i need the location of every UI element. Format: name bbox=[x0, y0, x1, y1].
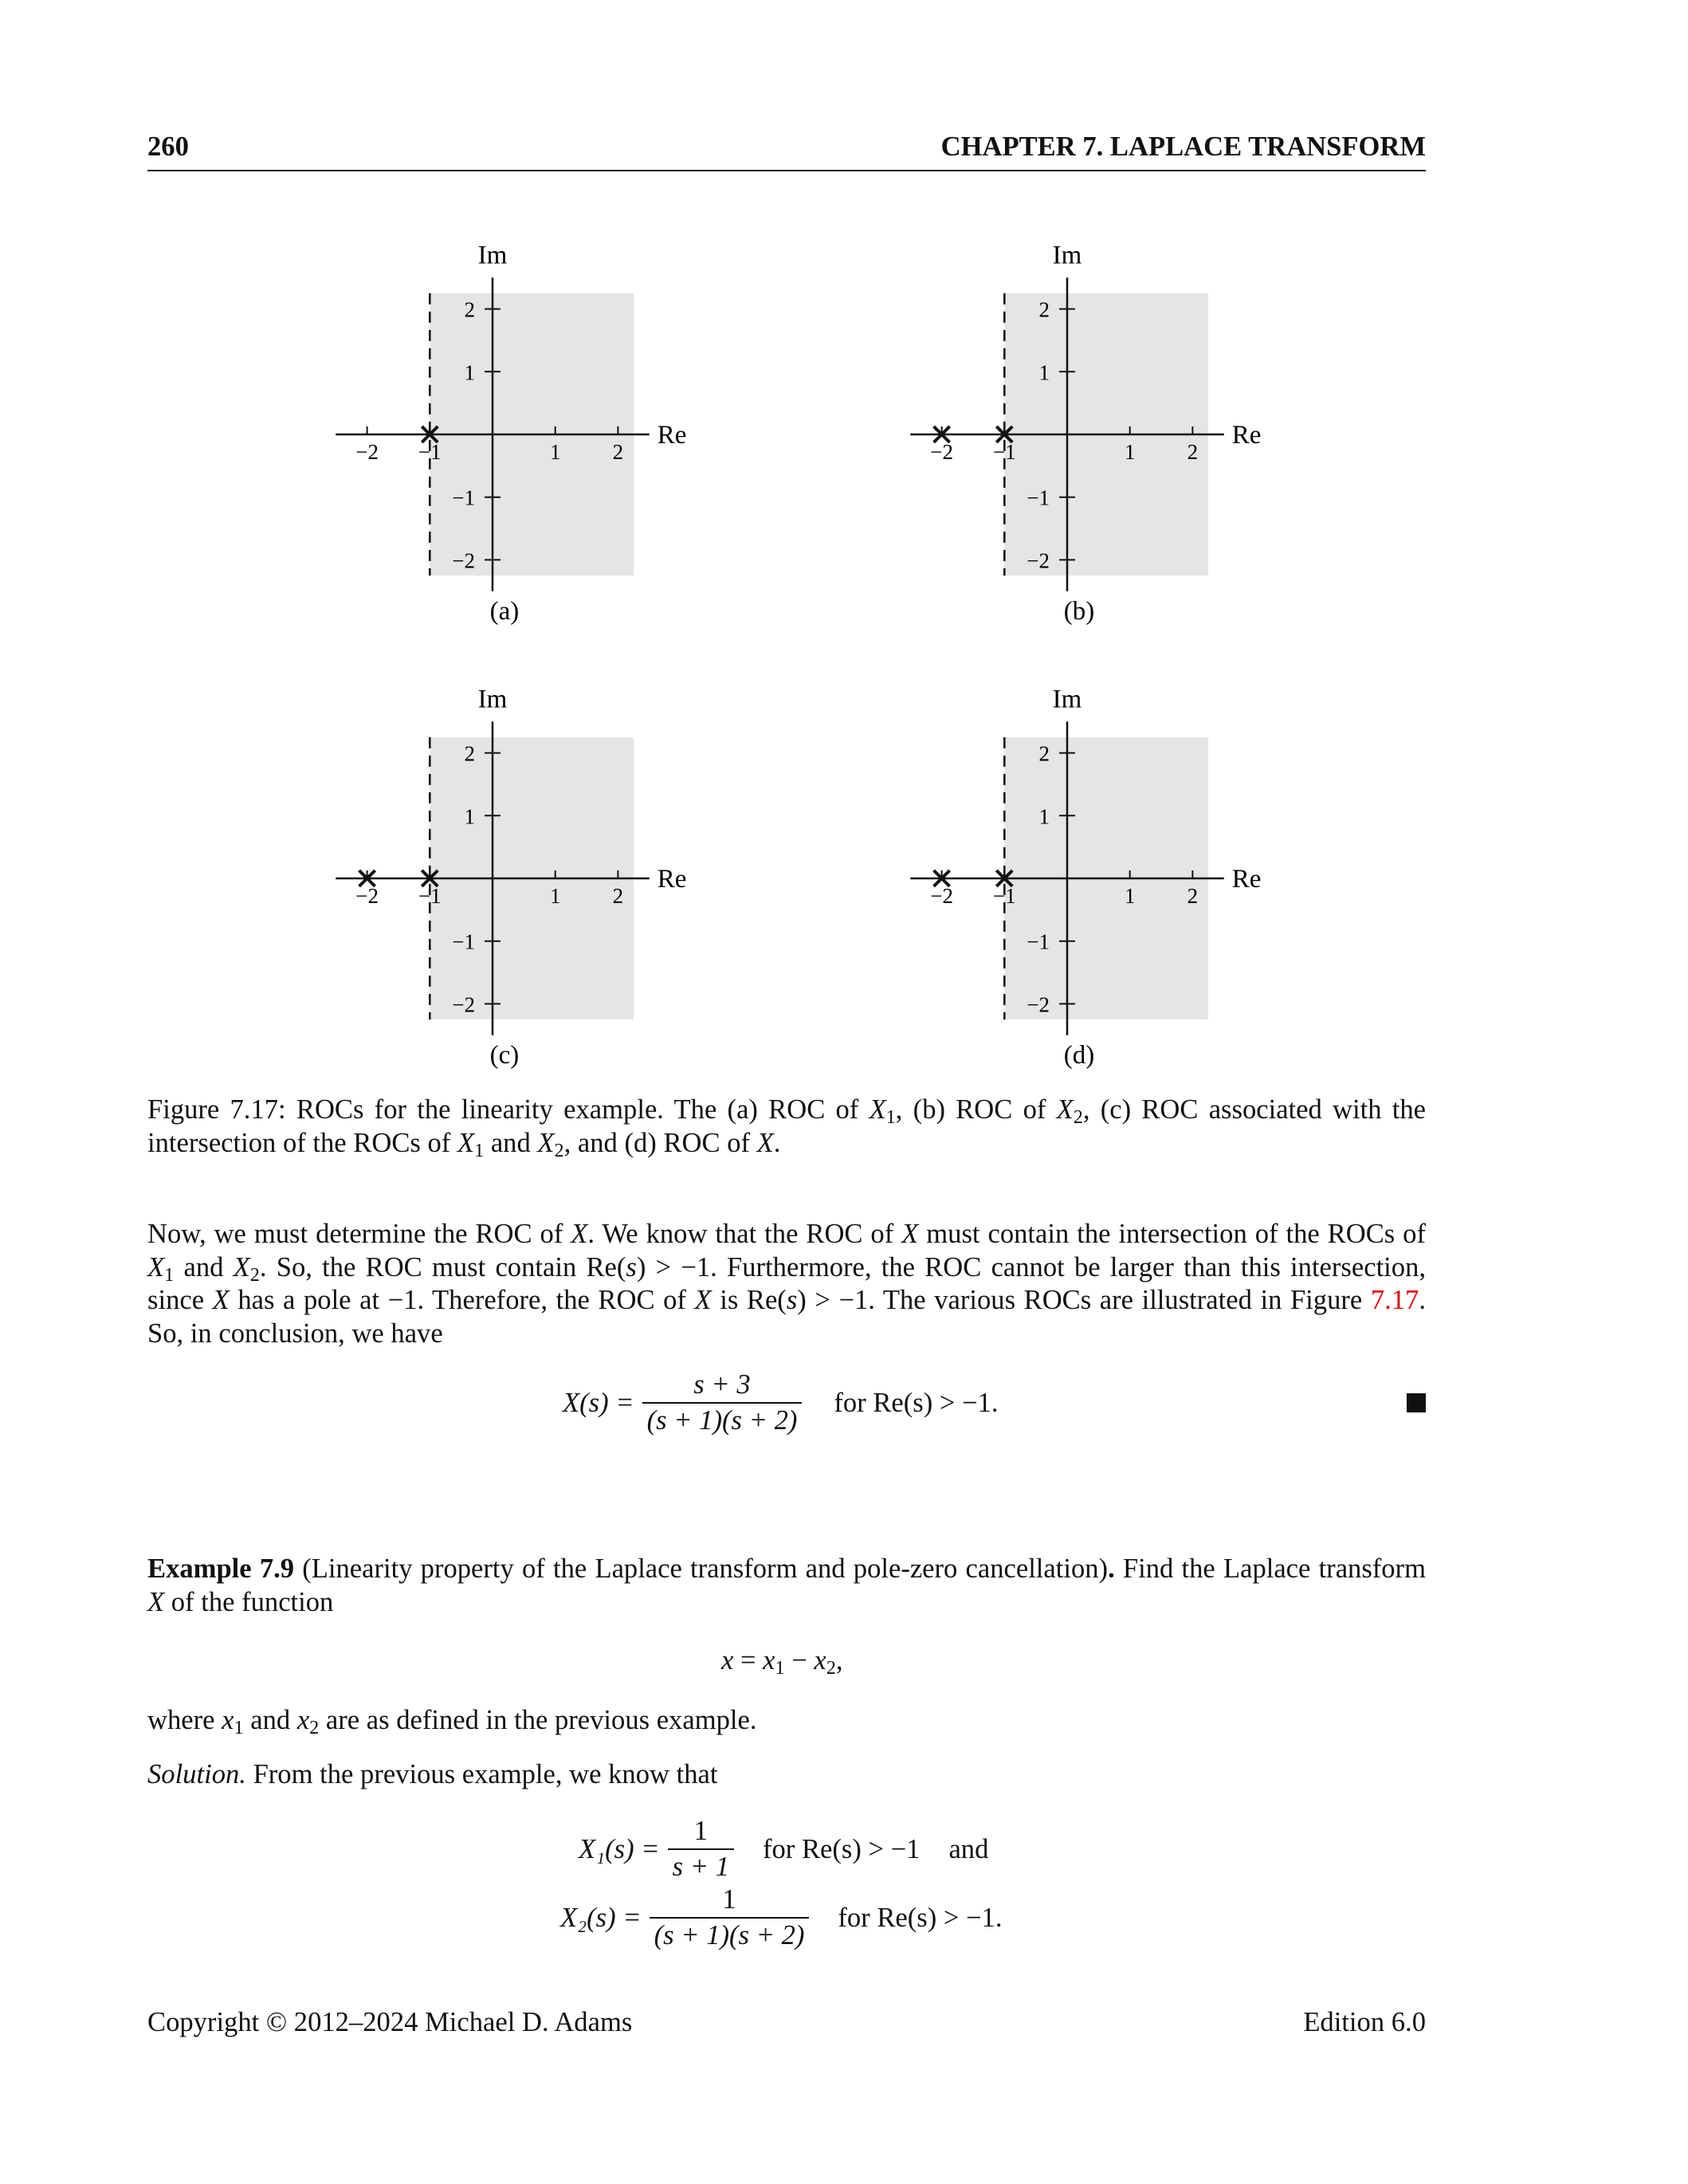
chapter-title: CHAPTER 7. LAPLACE TRANSFORM bbox=[940, 132, 1426, 162]
y-tick-label: −2 bbox=[452, 548, 475, 573]
y-tick-label: −1 bbox=[1027, 485, 1050, 510]
y-tick-label: 1 bbox=[464, 360, 475, 385]
y-tick-label: 2 bbox=[464, 741, 475, 766]
x-tick-label: 1 bbox=[549, 440, 561, 464]
text-segment: is Re( bbox=[711, 1285, 787, 1315]
text-segment: s bbox=[786, 1285, 798, 1315]
text-segment: X bbox=[457, 1127, 475, 1158]
x-tick-label: −2 bbox=[930, 440, 953, 464]
im-axis-label: Im bbox=[477, 241, 508, 270]
eq-numerator: 1 bbox=[693, 1816, 708, 1846]
text-segment: and bbox=[174, 1251, 234, 1283]
text-segment: must contain the intersection of the ROCs of bbox=[918, 1219, 1426, 1249]
text-segment: ) > −1. Furthermore, the ROC cannot be larger than this intersection, since bbox=[147, 1251, 1426, 1315]
x-tick-label: 2 bbox=[612, 884, 624, 908]
text-segment: x bbox=[296, 1705, 310, 1735]
y-tick-label: 1 bbox=[1038, 804, 1050, 829]
equation-X2 bbox=[560, 1884, 1003, 1951]
text-segment: 1 bbox=[474, 1139, 485, 1161]
figure-caption bbox=[147, 1094, 1426, 1160]
x-tick-label: −1 bbox=[418, 440, 442, 464]
x-tick-label: −1 bbox=[992, 884, 1016, 908]
equation-X1 bbox=[579, 1816, 988, 1883]
x-tick-label: 2 bbox=[1187, 440, 1199, 464]
footer-edition: Edition 6.0 bbox=[1303, 2007, 1426, 2037]
y-tick-label: −2 bbox=[1027, 992, 1050, 1017]
x-tick-label: 1 bbox=[549, 884, 561, 908]
x-tick-label: 1 bbox=[1124, 440, 1136, 464]
pole-plot-a bbox=[336, 241, 686, 626]
pole-plot-b bbox=[910, 241, 1261, 626]
text-segment: From the previous example, we know that bbox=[245, 1759, 718, 1789]
eq-condition: for Re(s) > −1. bbox=[838, 1902, 1003, 1933]
im-axis-label: Im bbox=[477, 685, 508, 714]
text-segment: , and (d) ROC of bbox=[563, 1127, 757, 1158]
y-tick-label: 2 bbox=[1038, 297, 1050, 322]
text-segment: 2 bbox=[1073, 1106, 1083, 1129]
eq-fraction bbox=[668, 1816, 734, 1883]
eq-condition: for Re(s) > −1. bbox=[834, 1387, 999, 1418]
text-segment: . bbox=[773, 1127, 781, 1158]
text-segment: x bbox=[763, 1645, 775, 1675]
text-segment: X bbox=[212, 1285, 230, 1315]
eq-condition: for Re(s) > −1 bbox=[762, 1833, 921, 1864]
text-segment: are as defined in the previous example. bbox=[319, 1705, 757, 1735]
x-tick-label: −2 bbox=[355, 440, 379, 464]
text-segment: 1 bbox=[775, 1657, 785, 1679]
text-segment: . So, the ROC must contain Re( bbox=[259, 1251, 626, 1283]
eq-denominator: (s + 1)(s + 2) bbox=[650, 1917, 810, 1951]
eq-denominator: (s + 1)(s + 2) bbox=[642, 1402, 803, 1436]
text-segment: x bbox=[222, 1705, 234, 1735]
im-axis-label: Im bbox=[1052, 241, 1082, 270]
subfigure-label: (a) bbox=[489, 597, 520, 626]
text-segment: X bbox=[869, 1094, 886, 1125]
text-segment: Find the Laplace transform bbox=[1114, 1554, 1427, 1584]
eq-numerator: 1 bbox=[722, 1884, 736, 1915]
text-segment: = bbox=[733, 1645, 764, 1675]
eq-denominator: s + 1 bbox=[668, 1848, 734, 1883]
text-segment: X bbox=[901, 1219, 919, 1249]
eq-fraction bbox=[642, 1369, 803, 1436]
subfigure-label: (c) bbox=[489, 1041, 520, 1070]
y-tick-label: −2 bbox=[1027, 548, 1050, 573]
subfigure-label: (b) bbox=[1063, 597, 1095, 626]
text-segment: and bbox=[243, 1705, 297, 1735]
equation-X bbox=[563, 1369, 998, 1436]
text-segment: . So, in conclusion, we have bbox=[147, 1285, 1426, 1349]
x-tick-label: 1 bbox=[1124, 884, 1136, 908]
text-segment: X bbox=[233, 1251, 250, 1283]
text-segment: , bbox=[835, 1645, 843, 1675]
text-segment: ) > −1. The various ROCs are illustrated in Figure bbox=[797, 1285, 1371, 1315]
text-segment: 2 bbox=[249, 1263, 260, 1286]
text-segment: has a pole at −1. Therefore, the ROC of bbox=[229, 1285, 695, 1315]
re-axis-label: Re bbox=[1231, 421, 1262, 450]
text-segment: X bbox=[694, 1285, 712, 1315]
subfigure-label: (d) bbox=[1063, 1041, 1095, 1070]
text-segment: , (b) ROC of bbox=[895, 1094, 1057, 1125]
eq-and: and bbox=[948, 1833, 989, 1864]
x-tick-label: −2 bbox=[930, 884, 953, 908]
y-tick-label: 1 bbox=[1038, 360, 1050, 385]
text-segment: − bbox=[784, 1645, 815, 1675]
x-tick-label: −2 bbox=[355, 884, 379, 908]
text-segment: X bbox=[756, 1127, 774, 1158]
text-segment: of the function bbox=[164, 1586, 334, 1617]
text-segment: X bbox=[147, 1586, 165, 1617]
text-segment: x bbox=[814, 1645, 826, 1675]
re-axis-label: Re bbox=[657, 421, 687, 450]
solution-intro bbox=[147, 1758, 1426, 1792]
footer-copyright: Copyright © 2012–2024 Michael D. Adams bbox=[147, 2007, 633, 2037]
equation-x-definition bbox=[721, 1645, 843, 1679]
text-segment: X bbox=[537, 1127, 555, 1158]
y-tick-label: 1 bbox=[464, 804, 475, 829]
paragraph-roc-of-x bbox=[147, 1218, 1426, 1350]
text-segment: and bbox=[484, 1127, 538, 1158]
figure-7-17-roc-plots bbox=[0, 0, 1688, 1084]
text-segment: . bbox=[1108, 1554, 1115, 1584]
text-segment: 2 bbox=[554, 1139, 564, 1161]
y-tick-label: −2 bbox=[452, 992, 475, 1017]
text-segment: X bbox=[147, 1251, 165, 1283]
text-segment: where bbox=[147, 1705, 222, 1735]
pole-plot-c bbox=[336, 685, 686, 1070]
x-tick-label: −1 bbox=[418, 884, 442, 908]
pole-plot-d bbox=[910, 685, 1261, 1070]
text-segment: (Linearity property of the Laplace transform and pole-zero cancellation) bbox=[294, 1554, 1109, 1584]
re-axis-label: Re bbox=[1231, 865, 1262, 894]
text-segment: X bbox=[1056, 1094, 1074, 1125]
text-segment: 2 bbox=[309, 1717, 320, 1739]
page-number: 260 bbox=[147, 132, 189, 162]
text-segment: 1 bbox=[885, 1106, 896, 1129]
where-text bbox=[147, 1704, 1426, 1738]
text-segment: Solution. bbox=[147, 1759, 246, 1789]
text-segment: Figure 7.17: ROCs for the linearity example. The (a) ROC of bbox=[147, 1094, 870, 1125]
eq-lhs: X₂(s) = bbox=[560, 1902, 642, 1933]
y-tick-label: −1 bbox=[452, 929, 475, 954]
x-tick-label: 2 bbox=[612, 440, 624, 464]
end-of-example-mark bbox=[1407, 1393, 1426, 1412]
eq-numerator: s + 3 bbox=[693, 1369, 751, 1400]
eq-lhs: X(s) = bbox=[563, 1387, 634, 1418]
example-7-9-statement bbox=[147, 1553, 1426, 1619]
text-segment: Example 7.9 bbox=[147, 1554, 295, 1584]
y-tick-label: −1 bbox=[452, 485, 475, 510]
x-tick-label: −1 bbox=[992, 440, 1016, 464]
text-segment: x bbox=[721, 1645, 734, 1675]
text-segment: 1 bbox=[164, 1263, 175, 1286]
eq-fraction bbox=[650, 1884, 810, 1951]
im-axis-label: Im bbox=[1052, 685, 1082, 714]
text-segment: 1 bbox=[234, 1717, 244, 1739]
text-segment: Now, we must determine the ROC of bbox=[147, 1219, 571, 1249]
text-segment: , (c) ROC associated with the intersection of the ROCs of bbox=[147, 1094, 1426, 1158]
text-segment: s bbox=[626, 1251, 637, 1283]
text-segment: 2 bbox=[826, 1657, 836, 1679]
y-tick-label: 2 bbox=[1038, 741, 1050, 766]
y-tick-label: −1 bbox=[1027, 929, 1050, 954]
y-tick-label: 2 bbox=[464, 297, 475, 322]
eq-lhs: X₁(s) = bbox=[579, 1833, 660, 1864]
text-segment: X bbox=[571, 1219, 588, 1249]
figure-link[interactable]: 7.17 bbox=[1370, 1285, 1419, 1315]
text-segment: . We know that the ROC of bbox=[587, 1219, 902, 1249]
x-tick-label: 2 bbox=[1187, 884, 1199, 908]
re-axis-label: Re bbox=[657, 865, 687, 894]
